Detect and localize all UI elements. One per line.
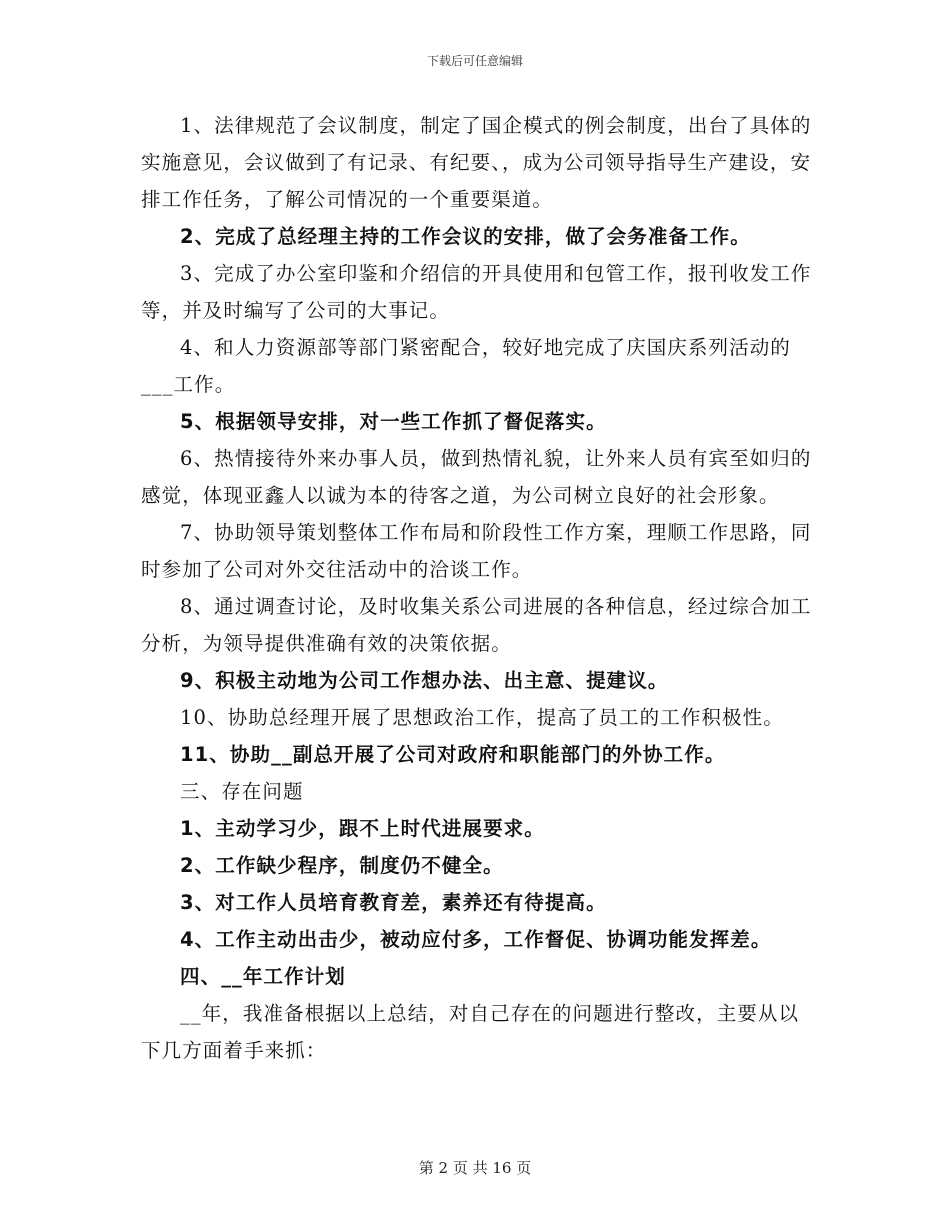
paragraph-6: 6、热情接待外来办事人员，做到热情礼貌，让外来人员有宾至如归的感觉，体现亚鑫人以诚为本的待客之道，为公司树立良好的社会形象。 xyxy=(141,447,812,507)
problem-item-1: 1、主动学习少，跟不上时代进展要求。 xyxy=(180,817,545,840)
document-body xyxy=(141,107,813,1069)
paragraph-1: 1、法律规范了会议制度，制定了国企模式的例会制度，出台了具体的实施意见，会议做到了有记录、有纪要、，成为公司领导指导生产建设，安排工作任务，了解公司情况的一个重要渠道。 xyxy=(141,114,812,211)
paragraph-8: 8、通过调查讨论，及时收集关系公司进展的各种信息，经过综合加工分析，为领导提供准确有效的决策依据。 xyxy=(141,595,812,655)
paragraph-2: 2、完成了总经理主持的工作会议的安排，做了会务准备工作。 xyxy=(180,225,751,248)
page-footer: 第 2 页 共 16 页 xyxy=(418,1159,532,1177)
page-header: 下载后可任意编辑 xyxy=(426,54,523,68)
problem-item-3: 3、对工作人员培育教育差，素养还有待提高。 xyxy=(180,891,607,914)
paragraph-3: 3、完成了办公室印鉴和介绍信的开具使用和包管工作，报刊收发工作等，并及时编写了公司的大事记。 xyxy=(141,262,812,322)
paragraph-7: 7、协助领导策划整体工作布局和阶段性工作方案，理顺工作思路，同时参加了公司对外交往活动中的洽谈工作。 xyxy=(141,521,812,581)
problem-item-2: 2、工作缺少程序，制度仍不健全。 xyxy=(180,854,504,877)
paragraph-4: 4、和人力资源部等部门紧密配合，较好地完成了庆国庆系列活动的___工作。 xyxy=(141,336,791,396)
problem-item-4: 4、工作主动出击少，被动应付多，工作督促、协调功能发挥差。 xyxy=(180,928,772,951)
plan-intro-paragraph: __年，我准备根据以上总结，对自己存在的问题进行整改，主要从以下几方面着手来抓： xyxy=(141,1002,800,1062)
section-heading-problems: 三、存在问题 xyxy=(180,780,304,803)
paragraph-9: 9、积极主动地为公司工作想办法、出主意、提建议。 xyxy=(180,669,669,692)
paragraph-10: 10、协助总经理开展了思想政治工作，提高了员工的工作积极性。 xyxy=(180,706,784,729)
paragraph-5: 5、根据领导安排，对一些工作抓了督促落实。 xyxy=(180,410,607,433)
paragraph-11: 11、协助__副总开展了公司对政府和职能部门的外协工作。 xyxy=(180,743,726,766)
section-heading-plan: 四、__年工作计划 xyxy=(180,965,346,988)
